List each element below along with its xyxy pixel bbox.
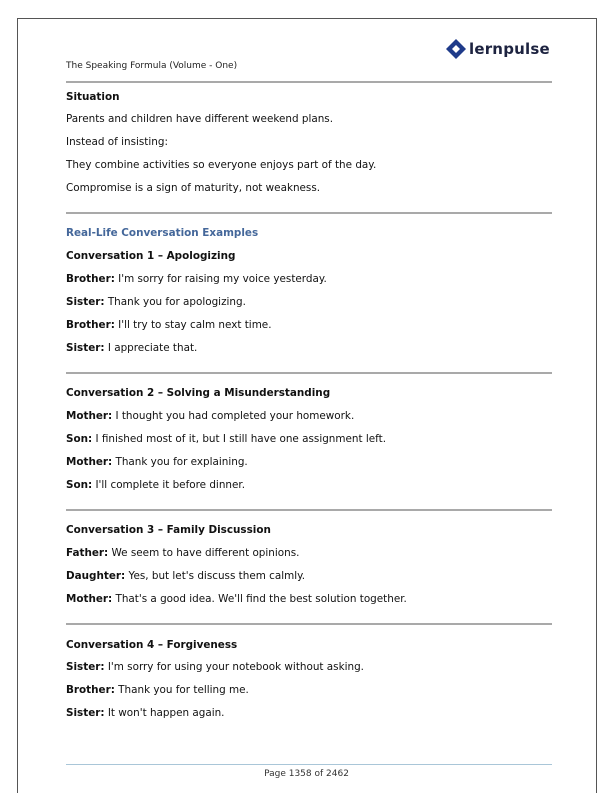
section-divider xyxy=(66,509,552,511)
examples-heading: Real-Life Conversation Examples xyxy=(66,227,259,239)
speaker-label: Mother: xyxy=(66,593,113,605)
dialogue-line xyxy=(66,683,249,697)
speaker-label: Sister: xyxy=(66,661,105,673)
dialogue-text: I'm sorry for using your notebook without asking. xyxy=(104,661,364,673)
dialogue-line xyxy=(66,295,246,309)
dialogue-text: Thank you for apologizing. xyxy=(104,296,246,308)
speaker-label: Son: xyxy=(66,433,93,445)
dialogue-line xyxy=(66,706,224,720)
speaker-label: Brother: xyxy=(66,684,115,696)
dialogue-line xyxy=(66,318,272,332)
dialogue-text: Thank you for telling me. xyxy=(114,684,249,696)
dialogue-line xyxy=(66,592,407,606)
speaker-label: Daughter: xyxy=(66,570,126,582)
dialogue-line xyxy=(66,660,364,674)
speaker-label: Father: xyxy=(66,547,109,559)
header-divider xyxy=(66,81,552,83)
dialogue-text: I appreciate that. xyxy=(104,342,198,354)
dialogue-line xyxy=(66,455,248,469)
dialogue-text: We seem to have different opinions. xyxy=(108,547,300,559)
speaker-label: Mother: xyxy=(66,456,113,468)
situation-heading: Situation xyxy=(66,91,120,103)
document-title: The Speaking Formula (Volume - One) xyxy=(66,61,238,71)
speaker-label: Sister: xyxy=(66,342,105,354)
dialogue-text: I'll try to stay calm next time. xyxy=(114,319,272,331)
dialogue-text: I finished most of it, but I still have one assignment left. xyxy=(92,433,387,445)
dialogue-line xyxy=(66,478,245,492)
dialogue-text: I thought you had completed your homework. xyxy=(112,410,355,422)
speaker-label: Brother: xyxy=(66,319,115,331)
dialogue-text: Yes, but let's discuss them calmly. xyxy=(125,570,306,582)
diamond-logo-icon xyxy=(446,39,466,59)
conversation-title: Conversation 2 – Solving a Misunderstanding xyxy=(66,387,331,399)
dialogue-text: That's a good idea. We'll find the best solution together. xyxy=(112,593,407,605)
speaker-label: Sister: xyxy=(66,707,105,719)
page-number: Page 1358 of 2462 xyxy=(264,769,349,779)
dialogue-line xyxy=(66,546,299,560)
section-divider xyxy=(66,372,552,374)
situation-line: Instead of insisting: xyxy=(66,136,168,148)
speaker-label: Son: xyxy=(66,479,93,491)
dialogue-line xyxy=(66,432,386,446)
speaker-label: Brother: xyxy=(66,273,115,285)
dialogue-line xyxy=(66,409,354,423)
section-divider xyxy=(66,623,552,625)
conversation-title: Conversation 3 – Family Discussion xyxy=(66,524,271,536)
dialogue-text: I'm sorry for raising my voice yesterday. xyxy=(114,273,327,285)
footer-divider xyxy=(66,764,552,765)
conversation-title: Conversation 4 – Forgiveness xyxy=(66,639,238,651)
logo-text: lernpulse xyxy=(469,40,550,58)
section-divider xyxy=(66,212,552,214)
dialogue-line xyxy=(66,569,305,583)
dialogue-text: It won't happen again. xyxy=(104,707,225,719)
logo xyxy=(446,39,550,59)
dialogue-text: Thank you for explaining. xyxy=(112,456,248,468)
situation-line: Parents and children have different weekend plans. xyxy=(66,113,334,125)
situation-line: They combine activities so everyone enjoys part of the day. xyxy=(66,159,377,171)
conversation-title: Conversation 1 – Apologizing xyxy=(66,250,236,262)
dialogue-line xyxy=(66,341,197,355)
dialogue-line xyxy=(66,272,327,286)
dialogue-text: I'll complete it before dinner. xyxy=(92,479,245,491)
speaker-label: Sister: xyxy=(66,296,105,308)
situation-line: Compromise is a sign of maturity, not weakness. xyxy=(66,182,321,194)
speaker-label: Mother: xyxy=(66,410,113,422)
